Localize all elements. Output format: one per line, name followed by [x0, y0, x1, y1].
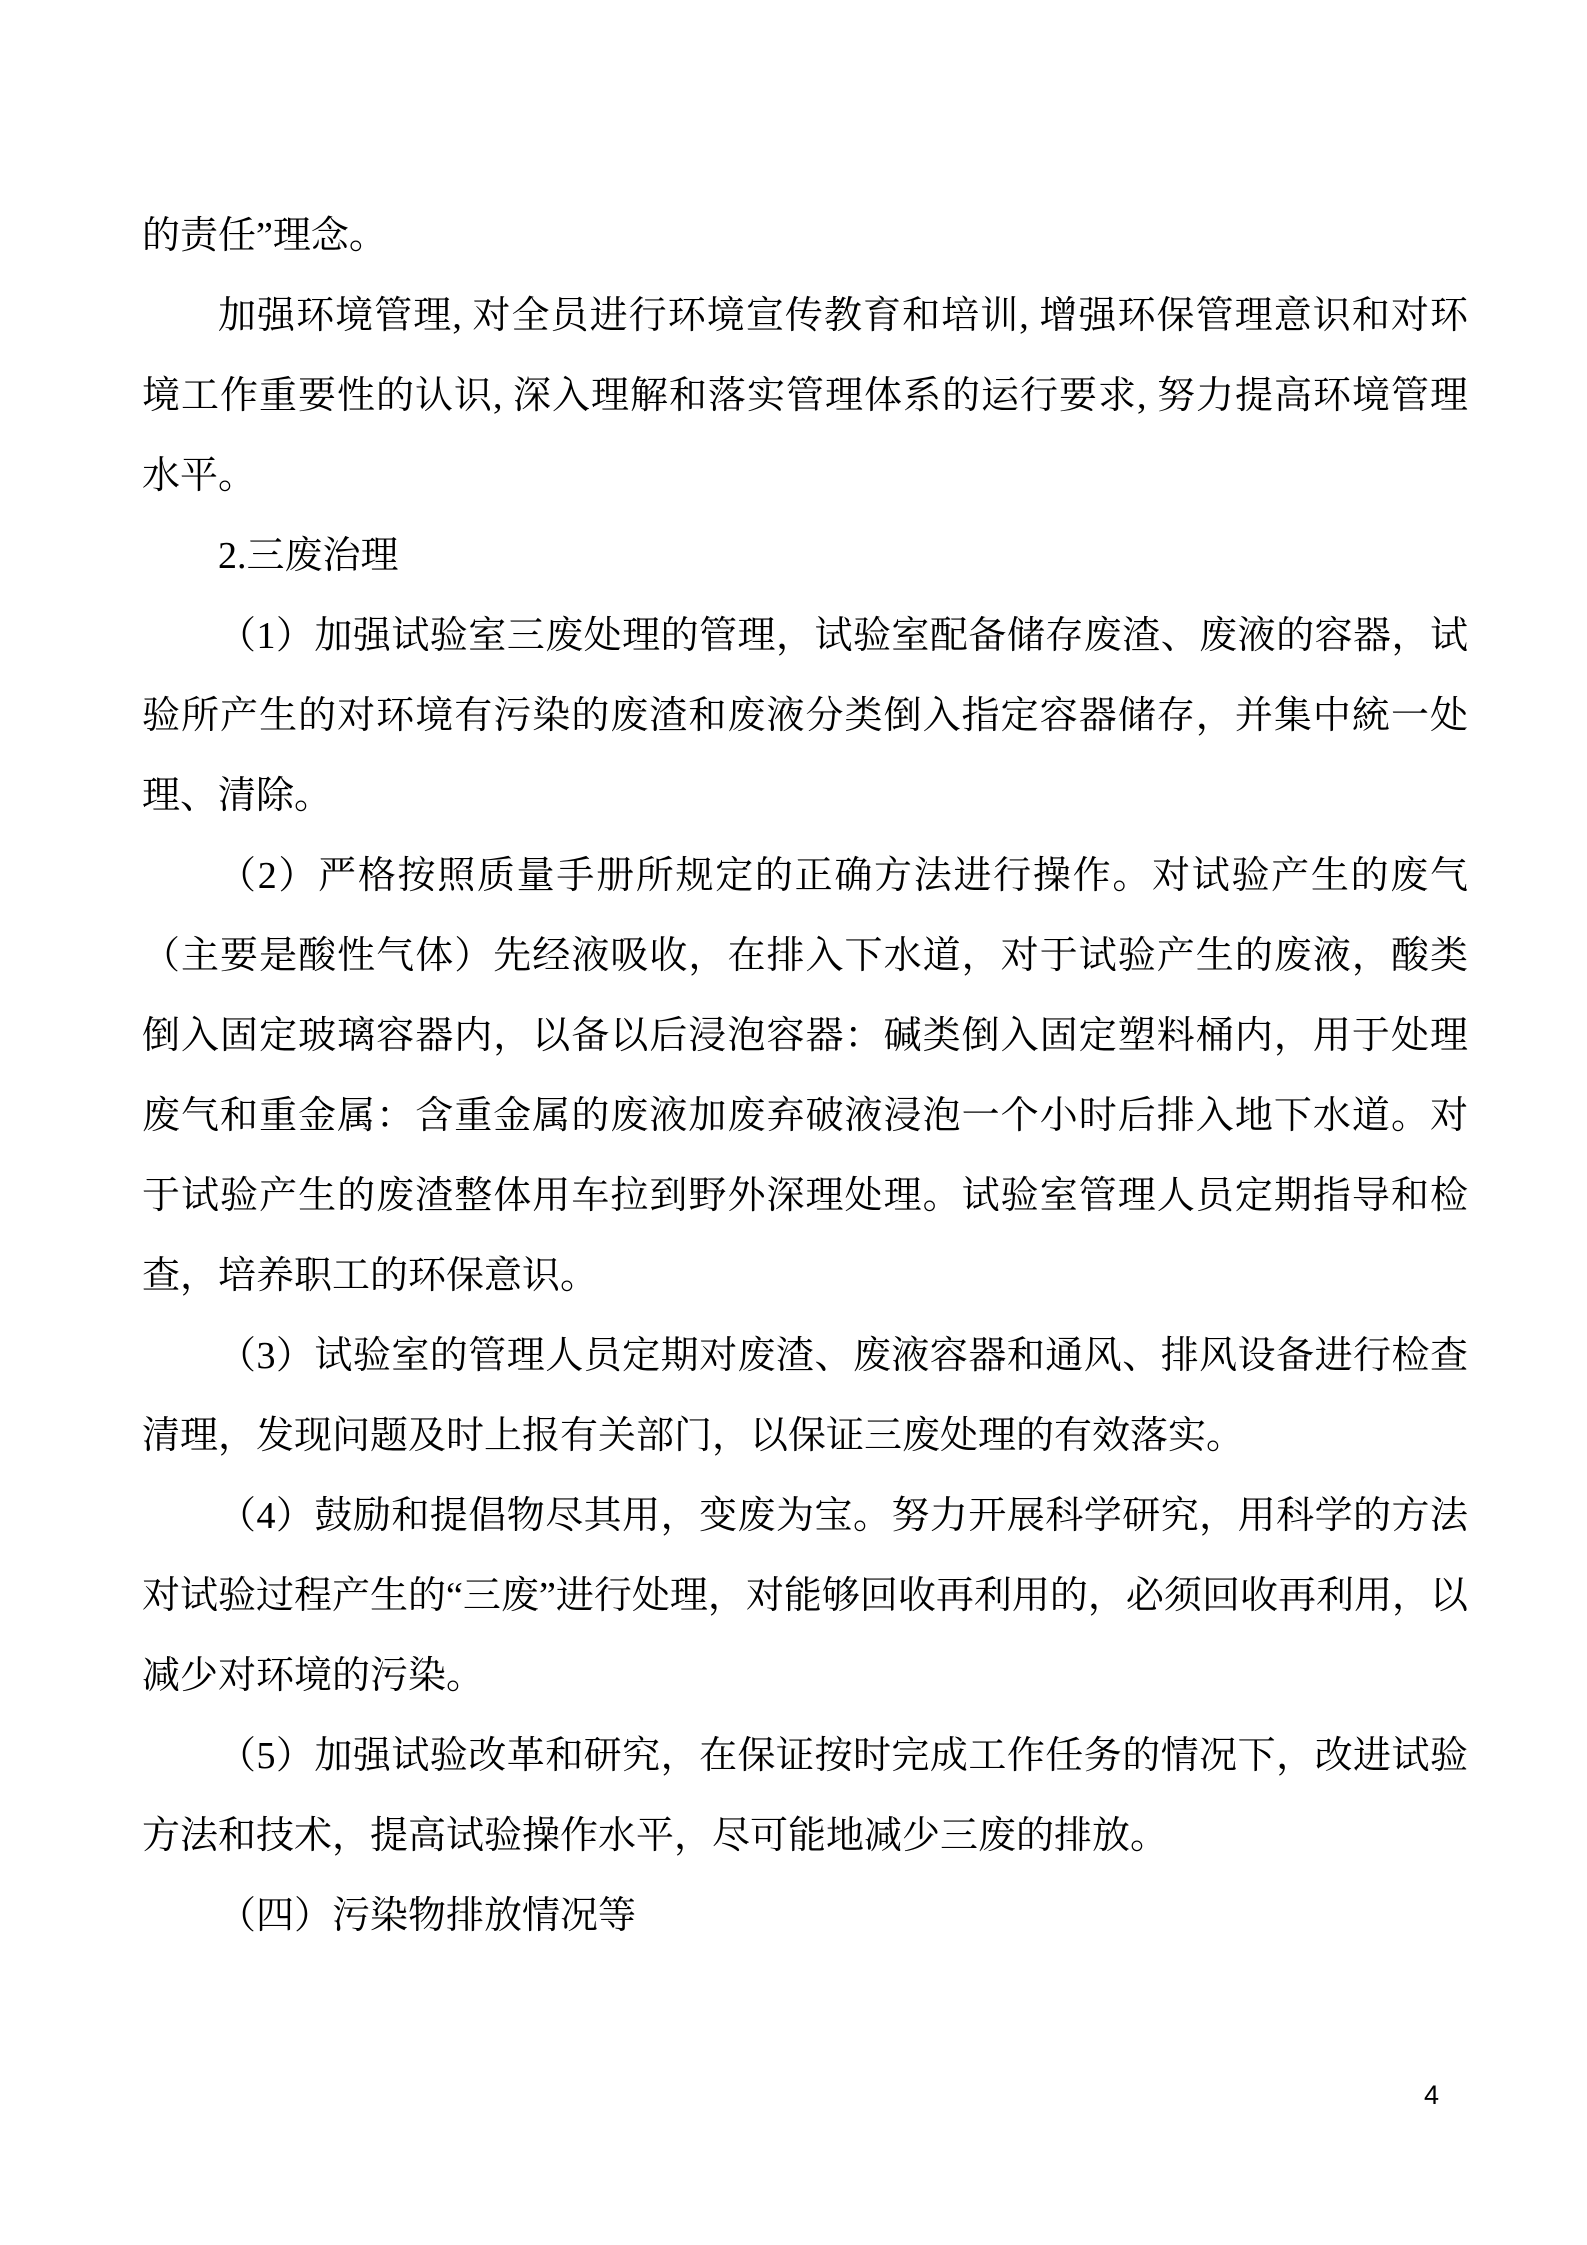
paragraph: （5）加强试验改革和研究，在保证按时完成工作任务的情况下，改进试验方法和技术，提高试验操作水平，尽可能地减少三废的排放。: [142, 1735, 1468, 1857]
paragraph: （2）严格按照质量手册所规定的正确方法进行操作。对试验产生的废气（主要是酸性气体）先经液吸收，在排入下水道，对于试验产生的废液，酸类倒入固定玻璃容器内，以备以后浸泡容器：碱类倒入固定塑料桶内，用于处理废气和重金属：含重金属的废液加废弃破液浸泡一个小时后排入地下水道。对于试验产生的废渣整体用车拉到野外深理处理。试验室管理人员定期指导和检查，培养职工的环保意识。: [142, 855, 1468, 1297]
paragraph: 加强环境管理, 对全员进行环境宣传教育和培训, 增强环保管理意识和对环境工作重要性的认识, 深入理解和落实管理体系的运行要求, 努力提高环境管理水平。: [142, 295, 1468, 497]
paragraph: （4）鼓励和提倡物尽其用，变废为宝。努力开展科学研究，用科学的方法对试验过程产生的“三废”进行处理，对能够回收再利用的，必须回收再利用，以减少对环境的污染。: [142, 1495, 1468, 1697]
document-text: [142, 196, 1468, 1956]
paragraph: 的责任”理念。: [142, 215, 387, 257]
paragraph: 2.三废治理: [218, 535, 399, 577]
paragraph: （四）污染物排放情况等: [218, 1895, 637, 1937]
page-number: 4: [1424, 2080, 1440, 2110]
paragraph: （1）加强试验室三废处理的管理，试验室配备储存废渣、废液的容器，试验所产生的对环境有污染的废渣和废液分类倒入指定容器储存，并集中統一处理、清除。: [142, 615, 1468, 817]
paragraph: （3）试验室的管理人员定期对废渣、废液容器和通风、排风设备进行检查清理，发现问题及时上报有关部门，以保证三废处理的有效落实。: [142, 1335, 1468, 1457]
